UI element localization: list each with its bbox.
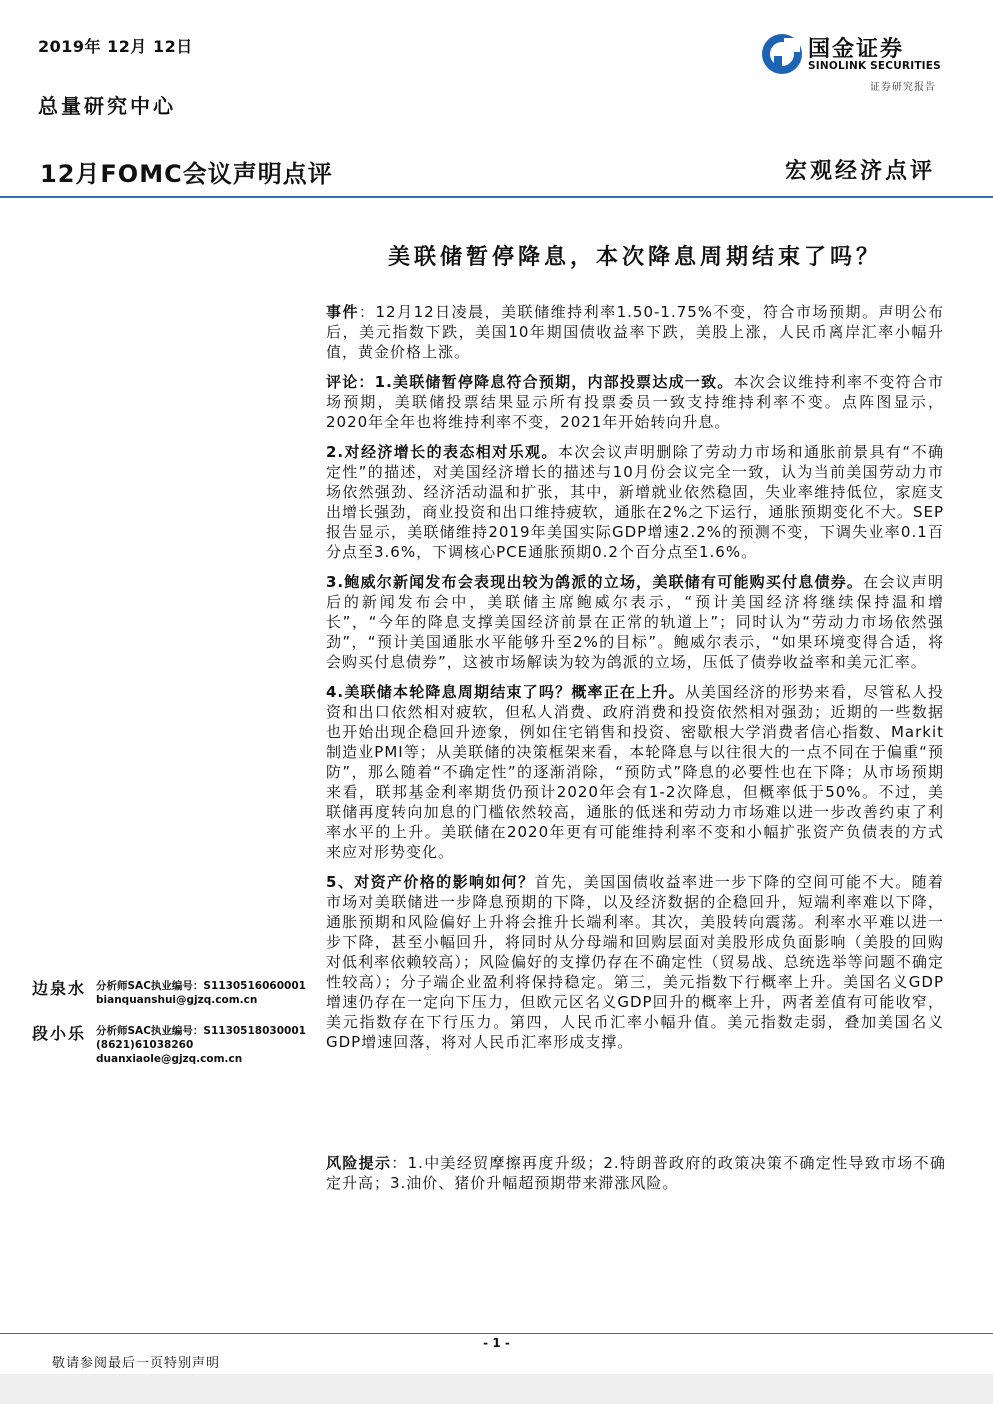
header-divider bbox=[0, 196, 993, 198]
paragraph-text: ：12月12日凌晨，美联储维持利率1.50-1.75%不变，符合市场预期。声明公布后，美元指数下跌，美国10年期国债收益率下跌，美股上涨，人民币离岸汇率小幅升值，黄金价格上涨。 bbox=[326, 303, 944, 361]
department-name: 总量研究中心 bbox=[38, 94, 176, 118]
risk-warning bbox=[326, 1153, 946, 1193]
paragraph-comment-4 bbox=[326, 682, 944, 862]
paragraph-text: 在会议声明后的新闻发布会中，美联储主席鲍威尔表示，“预计美国经济将继续保持温和增长”，“今年的降息支撑美国经济前景在正常的轨道上”；同时认为“劳动力市场依然强劲”，“预计美国通胀水平能够升至2%的目标”。鲍威尔表示，“如果环境变得合适，将会购买付息债券”，这被市场解读为较为鸽派的立场，压低了债券收益率和美元汇率。 bbox=[326, 573, 944, 671]
paragraph-lead: 5、对资产价格的影响如何？ bbox=[326, 873, 535, 891]
article-body bbox=[326, 302, 944, 1062]
risk-lead: 风险提示 bbox=[326, 1154, 392, 1172]
company-logo bbox=[760, 30, 950, 100]
paragraph-lead: 事件 bbox=[326, 303, 359, 321]
paragraph-text: 从美国经济的形势来看，尽管私人投资和出口依然相对疲软，但私人消费、政府消费和投资依然相对强劲；近期的一些数据也开始出现企稳回升迹象，例如住宅销售和投资、密歇根大学消费者信心指数、Markit制造业PMI等；从美联储的决策框架来看，本轮降息与以往很大的一点不同在于偏重“预防”，那么随着“不确定性”的逐渐消除，“预防式”降息的必要性也在下降；从市场预期来看，联邦基金利率期货仍预计2020年会有1-2次降息，但概率低于50%。不过，美联储再度转向加息的门槛依然较高，通胀的低迷和劳动力市场难以进一步改善约束了利率水平的上升。美联储在2020年更有可能维持利率不变和小幅扩张资产负债表的方式来应对形势变化。 bbox=[326, 683, 944, 861]
paragraph-text: 首先，美国国债收益率进一步下降的空间可能不大。随着市场对美联储进一步降息预期的下降，以及经济数据的企稳回升，短端利率难以下降，通胀预期和风险偏好上升将会推升长端利率。其次，美股转向震荡。利率水平难以进一步下降，甚至小幅回升，将同时从分母端和回购层面对美股形成负面影响（美股的回购对低利率依赖较高）；风险偏好的支撑仍存在不确定性（贸易战、总统选举等问题不确定性较高）；分子端企业盈利将保持稳定。第三，美元指数下行概率上升。美国名义GDP增速仍存在一定向下压力，但欧元区名义GDP回升的概率上升，两者差值有可能收窄，美元指数存在下行压力。第四，人民币汇率小幅升值。美元指数走弱，叠加美国名义GDP增速回落，将对人民币汇率形成支撑。 bbox=[326, 873, 944, 1051]
logo-name-cn: 国金证券 bbox=[808, 37, 905, 62]
sinolink-logo-icon bbox=[760, 32, 804, 76]
disclaimer-note: 敬请参阅最后一页特别声明 bbox=[52, 1356, 221, 1371]
paragraph-text: 本次会议维持利率不变符合市场预期，美联储投票结果显示所有投票委员一致支持维持利率不变。点阵图显示，2020年全年也将维持利率不变，2021年开始转向升息。 bbox=[326, 373, 944, 431]
report-date: 2019年 12月 12日 bbox=[38, 37, 193, 56]
analyst-phone: (8621)61038260 bbox=[96, 1039, 194, 1051]
paragraph-text: 本次会议声明删除了劳动力市场和通胀前景具有“不确定性”的描述，对美国经济增长的描述与10月份会议完全一致，认为当前美国劳动力市场依然强劲、经济活动温和扩张，其中，新增就业依然稳固，失业率维持低位，家庭支出增长强劲，商业投资和出口维持疲软，通胀在2%之下运行，通胀预期变化不大。SEP报告显示，美联储维持2019年美国实际GDP增速2.2%的预测不变，下调失业率0.1百分点至3.6%，下调核心PCE通胀预期0.2个百分点至1.6%。 bbox=[326, 443, 944, 561]
page-number: - 1 - bbox=[483, 1336, 510, 1350]
footer-divider bbox=[0, 1333, 993, 1334]
analyst-info bbox=[96, 1024, 306, 1066]
paragraph-lead: 评论：1.美联储暂停降息符合预期，内部投票达成一致。 bbox=[326, 373, 734, 391]
paragraph-comment-3 bbox=[326, 572, 944, 672]
analyst-role: 分析师SAC执业编号：S1130518030001 bbox=[96, 1025, 306, 1037]
analyst-role: 分析师SAC执业编号：S1130516060001 bbox=[96, 980, 306, 992]
paragraph-comment-1 bbox=[326, 372, 944, 432]
report-category: 宏观经济点评 bbox=[784, 158, 935, 184]
paragraph-lead: 3.鲍威尔新闻发布会表现出较为鸽派的立场，美联储有可能购买付息债券。 bbox=[326, 573, 864, 591]
analyst-info bbox=[96, 979, 306, 1007]
paragraph-comment-5 bbox=[326, 872, 944, 1052]
report-title: 12月FOMC会议声明点评 bbox=[40, 160, 333, 188]
footer-band bbox=[0, 1374, 993, 1404]
paragraph-lead: 2.对经济增长的表态相对乐观。 bbox=[326, 443, 558, 461]
analyst-name: 段小乐 bbox=[32, 1024, 87, 1043]
logo-name-en: SINOLINK SECURITIES bbox=[808, 60, 941, 72]
analyst-email[interactable]: duanxiaole@gjzq.com.cn bbox=[96, 1053, 243, 1065]
paragraph-comment-2 bbox=[326, 442, 944, 562]
logo-subtitle: 证券研究报告 bbox=[870, 82, 936, 93]
paragraph-lead: 4.美联储本轮降息周期结束了吗？概率正在上升。 bbox=[326, 683, 685, 701]
paragraph-event bbox=[326, 302, 944, 362]
analyst-email[interactable]: bianquanshui@gjzq.com.cn bbox=[96, 994, 258, 1006]
risk-text: ：1.中美经贸摩擦再度升级；2.特朗普政府的政策决策不确定性导致市场不确定升高；3.油价、猪价升幅超预期带来滞涨风险。 bbox=[326, 1154, 946, 1192]
article-headline: 美联储暂停降息，本次降息周期结束了吗？ bbox=[387, 244, 882, 270]
analyst-name: 边泉水 bbox=[32, 979, 87, 998]
